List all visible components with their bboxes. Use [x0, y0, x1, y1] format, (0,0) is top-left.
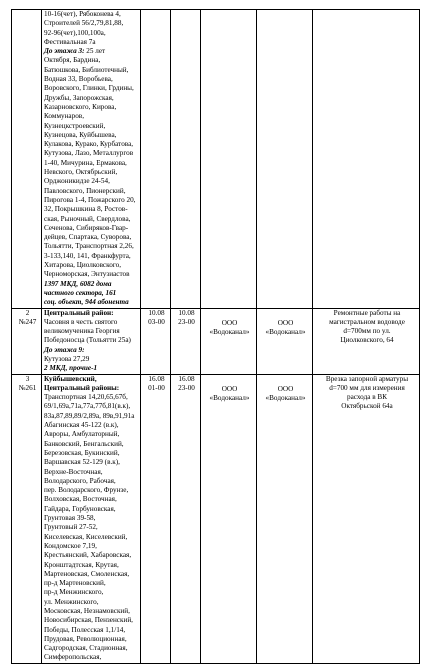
- address-line: Транспортная 14,20,65,67б,: [44, 393, 128, 402]
- address-line: 1397 МКД, 6082 дома: [44, 279, 112, 288]
- work-description: [313, 308, 420, 374]
- address-line: Коммунаров,: [44, 112, 84, 121]
- address-line: Банковский, Бенгальский,: [44, 439, 124, 448]
- outage-schedule-table: [11, 9, 420, 664]
- address-line: Казарновского, Кирова,: [44, 102, 117, 111]
- address-line: Пирогова 1-4, Пожарского 20,: [44, 195, 136, 204]
- end-time: [171, 308, 201, 374]
- address-line: Кутузова 27,29: [44, 354, 90, 363]
- address-line: Дружбы, Запорожская,: [44, 93, 114, 102]
- end-time-line: 23-00: [178, 383, 195, 392]
- start-time: [141, 374, 171, 663]
- address-line: соц. объект, 944 абонента: [44, 298, 129, 307]
- address-line: До этажа 3: 25 лет: [44, 47, 106, 56]
- row-number: [12, 10, 42, 309]
- work-description-line: магистральном водоводе: [329, 317, 405, 326]
- address-line: Кузнецова, Куйбышева,: [44, 130, 117, 139]
- address-line: Черноморская, Энтузиастов: [44, 270, 130, 279]
- address-line: 10-16(чет), Рябоконева 4,: [44, 10, 121, 18]
- address-list: [42, 308, 141, 374]
- address-line: Верхне-Восточная,: [44, 467, 103, 476]
- address-line: Прудовая, Революционная,: [44, 634, 127, 643]
- address-line: Грунтовый 27-52,: [44, 523, 98, 532]
- address-line: Фестивальная 7а: [44, 37, 96, 46]
- owner-organization-line: ООО: [277, 318, 294, 327]
- address-line: Воровского, Глинки, Грдины,: [44, 84, 134, 93]
- executing-organization: [201, 308, 257, 374]
- work-description-line: d=700 мм для измерения: [329, 383, 405, 392]
- address-line: Кронштадтская, Крутая,: [44, 560, 119, 569]
- address-line: Кулакова, Курако, Курбатова,: [44, 140, 134, 149]
- start-time-line: 03-00: [148, 317, 165, 326]
- address-line: 83а,87,89,89/2,89а, 89в,91,91а: [44, 411, 135, 420]
- table-row: [12, 374, 420, 663]
- address-line: Водная 33, Воробьева,: [44, 75, 113, 84]
- executing-organization: [201, 10, 257, 309]
- work-description-line: d=700мм по ул.: [343, 327, 391, 336]
- address-line: 92-96(чет),100,100а,: [44, 28, 106, 37]
- address-line: Володарского, Рабочая,: [44, 476, 116, 485]
- executing-organization-line: «Водоканал»: [209, 393, 250, 402]
- address-line: Орджоникидзе 24-54,: [44, 177, 110, 186]
- address-line: Гайдара, Горбуновская,: [44, 504, 116, 513]
- work-description-line: расхода в ВК: [346, 393, 387, 402]
- work-description-line: Октябрьской 64а: [341, 402, 393, 411]
- address-line: Куйбышевский,: [44, 374, 97, 383]
- owner-organization-line: ООО: [277, 384, 294, 393]
- address-line: Центральный район:: [44, 308, 114, 317]
- row-number-line: 3: [25, 374, 30, 383]
- work-description: [313, 374, 420, 663]
- address-list: [42, 374, 141, 663]
- address-line: Новосибирская, Пензенский,: [44, 616, 133, 625]
- row-number-line: №247: [18, 317, 37, 326]
- address-line: До этажа 9:: [44, 345, 85, 354]
- table-row: [12, 308, 420, 374]
- address-line: пр-д Менжинского,: [44, 588, 104, 597]
- row-number: [12, 308, 42, 374]
- work-description: [313, 10, 420, 309]
- executing-organization-line: ООО: [221, 318, 238, 327]
- address-line: Победы, Полесская 1,1/14,: [44, 625, 126, 634]
- address-line: великомученика Георгия: [44, 327, 120, 336]
- table-row: [12, 10, 420, 309]
- address-line: Победоносца (Тольятти 25а): [44, 336, 131, 345]
- work-description-line: Врезка запорной арматуры: [325, 374, 409, 383]
- address-line: Мартеновская, Смоленская,: [44, 569, 130, 578]
- executing-organization: [201, 374, 257, 663]
- work-description-line: Циолковского, 64: [340, 336, 394, 345]
- owner-organization-line: «Водоканал»: [265, 393, 306, 402]
- start-time: [141, 10, 171, 309]
- address-list: [42, 10, 141, 309]
- owner-organization: [257, 10, 313, 309]
- address-line: Симферопольская,: [44, 653, 102, 662]
- address-line: 32, Покрышкина 8, Ростов-: [44, 205, 128, 214]
- address-line: Волховская, Восточная,: [44, 495, 117, 504]
- address-line: Батюшкова, Библиотечный,: [44, 65, 129, 74]
- row-number: [12, 374, 42, 663]
- address-line: Кутузова, Лазо, Металлургов: [44, 149, 134, 158]
- address-line: Павловского, Пионерский,: [44, 186, 126, 195]
- row-number-line: №261: [18, 383, 37, 392]
- address-line: Московская, Незнамовский,: [44, 607, 130, 615]
- address-line: дейцев, Спартака, Суворова,: [44, 233, 132, 242]
- owner-organization: [257, 308, 313, 374]
- end-time-line: 10.08: [178, 308, 195, 317]
- address-line: пр-д Мартеновский,: [44, 579, 106, 588]
- owner-organization-line: «Водоканал»: [265, 327, 306, 336]
- address-line: 69/1,69а,71а,77а,77б,81(в.к),: [44, 402, 131, 411]
- start-time-line: 01-00: [148, 383, 165, 392]
- row-number-line: 2: [25, 308, 30, 317]
- address-line: Садгородская, Стадионная,: [44, 644, 128, 653]
- end-time: [171, 374, 201, 663]
- address-line: Грунтовая 39-58,: [44, 514, 96, 523]
- start-time: [141, 308, 171, 374]
- end-time-line: 23-00: [178, 317, 195, 326]
- work-description-line: Ремонтные работы на: [333, 308, 401, 317]
- address-line: пер. Володарского, Фрунзе,: [44, 486, 129, 495]
- executing-organization-line: ООО: [221, 384, 238, 393]
- address-line: Кузнецкстроевский,: [44, 121, 106, 130]
- end-time-line: 16.08: [178, 374, 195, 383]
- owner-organization: [257, 374, 313, 663]
- end-time: [171, 10, 201, 309]
- address-line: Часовня в честь святого: [44, 317, 118, 326]
- address-line: 1-40, Мичурина, Ермакова,: [44, 158, 127, 167]
- start-time-line: 10.08: [148, 308, 165, 317]
- address-line: Невского, Октябрьский,: [44, 168, 118, 177]
- address-line: ская, Рыночный, Свердлова,: [44, 214, 131, 223]
- address-line: Киселевская, Киселевский,: [44, 532, 128, 541]
- address-line: ул. Менжинского,: [44, 597, 99, 606]
- address-line: Абагинская 45-122 (в.к),: [44, 421, 119, 430]
- address-line: Варшавская 52-129 (в.к),: [44, 458, 120, 467]
- address-line: Хитарова, Циолковского,: [44, 261, 121, 270]
- address-line: Березовская, Букинский,: [44, 448, 120, 457]
- address-line: частного сектора, 161: [44, 288, 117, 297]
- executing-organization-line: «Водоканал»: [209, 327, 250, 336]
- address-line: Центральный районы:: [44, 383, 120, 392]
- address-line: 2 МКД, прочие-1: [44, 364, 98, 373]
- address-line: Октября, Бардина,: [44, 56, 101, 65]
- address-line: Кондомское 7,19,: [44, 541, 97, 550]
- address-line: 3-133,140, 141, Франкфурта,: [44, 251, 131, 260]
- address-line: Строителей 56/2,79,81,88,: [44, 19, 124, 28]
- address-line: Сеченова, Сибиряков-Гвар-: [44, 223, 129, 232]
- address-line: Крестьянский, Хабаровская,: [44, 551, 132, 560]
- address-line: Авроры, Амбулаторный,: [44, 430, 120, 439]
- start-time-line: 16.08: [148, 374, 165, 383]
- address-line: Тольятти, Транспортная 2,26,: [44, 242, 134, 251]
